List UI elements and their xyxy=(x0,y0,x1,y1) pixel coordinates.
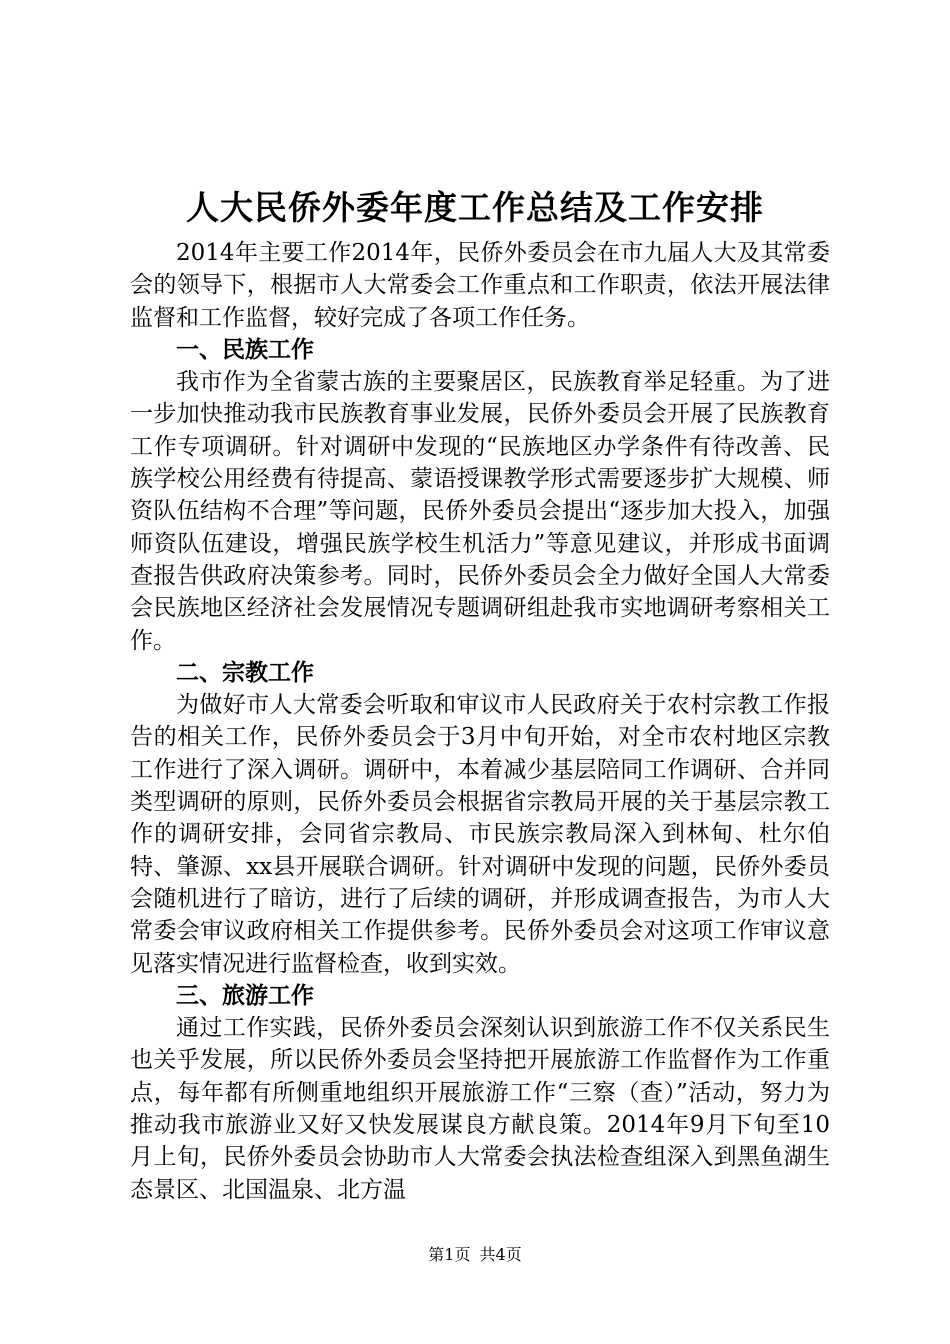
section-heading-ethnic: 一、民族工作 xyxy=(176,335,314,363)
section-heading-religion: 二、宗教工作 xyxy=(176,658,314,686)
section-heading-tourism: 三、旅游工作 xyxy=(176,981,314,1009)
page-total: 共4页 xyxy=(479,1245,522,1264)
page-number: 第1页 xyxy=(428,1245,471,1264)
document-title: 人大民侨外委年度工作总结及工作安排 xyxy=(186,188,764,227)
page-footer xyxy=(0,1243,950,1267)
document-body xyxy=(130,237,830,1206)
intro-paragraph: 2014年主要工作2014年，民侨外委员会在市九届人大及其常委会的领导下，根据市人大常委会工作重点和工作职责，依法开展法律监督和工作监督，较好完成了各项工作任务。 xyxy=(130,240,830,331)
section-paragraph-religion: 为做好市人大常委会听取和审议市人民政府关于农村宗教工作报告的相关工作，民侨外委员会于3月中旬开始，对全市农村地区宗教工作进行了深入调研。调研中，本着减少基层陪同工作调研、合并同类型调研的原则，民侨外委员会根据省宗教局开展的关于基层宗教工作的调研安排，会同省宗教局、市民族宗教局深入到林甸、杜尔伯特、肇源、xx县开展联合调研。针对调研中发现的问题，民侨外委员会随机进行了暗访，进行了后续的调研，并形成调查报告，为市人大常委会审议政府相关工作提供参考。民侨外委员会对这项工作审议意见落实情况进行监督检查，收到实效。 xyxy=(130,692,830,977)
section-paragraph-tourism: 通过工作实践，民侨外委员会深刻认识到旅游工作不仅关系民生也关乎发展，所以民侨外委员会坚持把开展旅游工作监督作为工作重点，每年都有所侧重地组织开展旅游工作“三察（查）”活动，努力为推动我市旅游业又好又快发展谋良方献良策。2014年9月下旬至10月上旬，民侨外委员会协助市人大常委会执法检查组深入到黑鱼湖生态景区、北国温泉、北方温 xyxy=(130,1015,830,1203)
section-paragraph-ethnic: 我市作为全省蒙古族的主要聚居区，民族教育举足轻重。为了进一步加快推动我市民族教育事业发展，民侨外委员会开展了民族教育工作专项调研。针对调研中发现的“民族地区办学条件有待改善、民族学校公用经费有待提高、蒙语授课教学形式需要逐步扩大规模、师资队伍结构不合理”等问题，民侨外委员会提出“逐步加大投入，加强师资队伍建设，增强民族学校生机活力”等意见建议，并形成书面调查报告供政府决策参考。同时，民侨外委员会全力做好全国人大常委会民族地区经济社会发展情况专题调研组赴我市实地调研考察相关工作。 xyxy=(130,369,830,654)
